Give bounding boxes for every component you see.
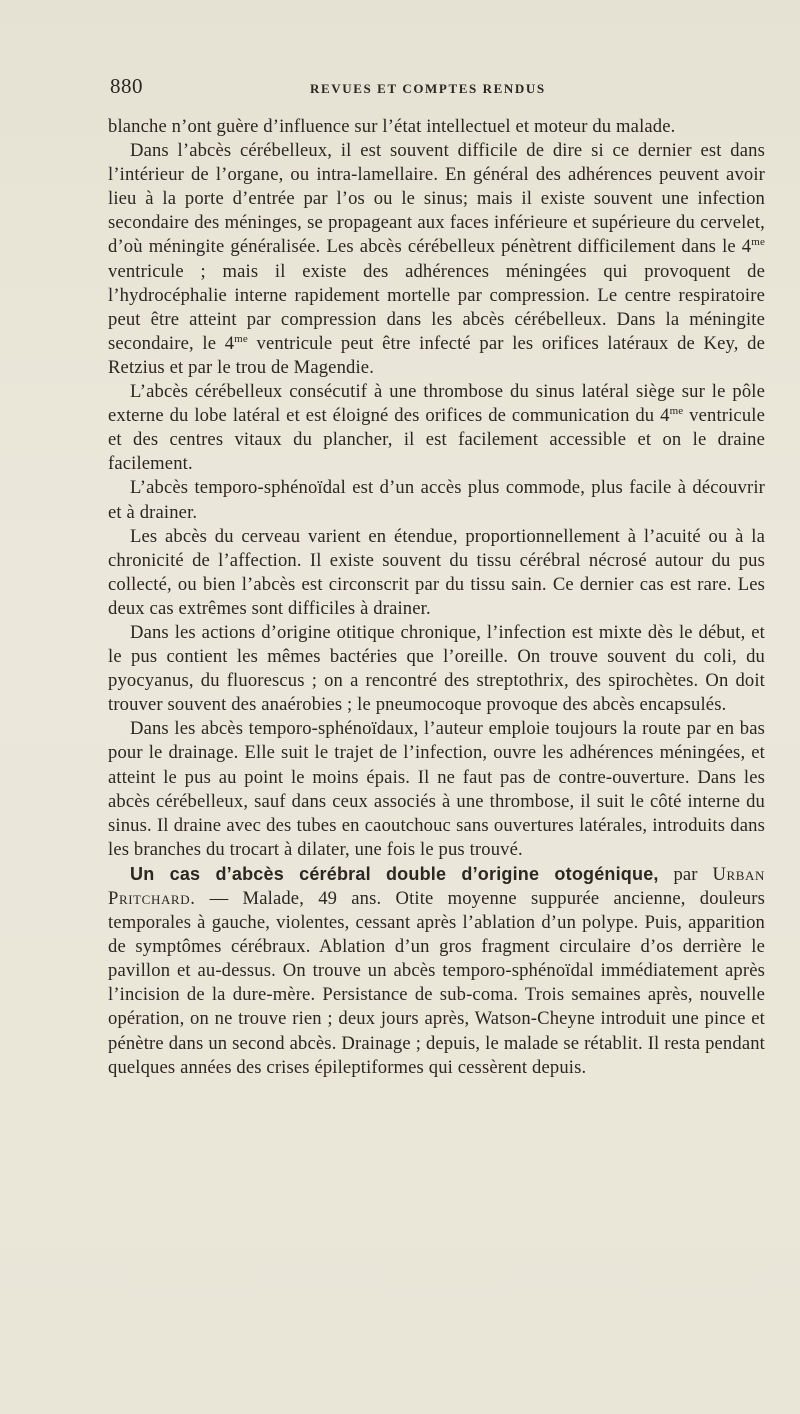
case-report-author: Urban Pritchard.	[108, 863, 765, 909]
case-report-text: — Malade, 49 ans. Otite moyenne suppurée ancienne, douleurs temporales à gauche, violentes, cessant après l’ablation d’un polype. Puis, apparition de symptômes cérébraux. Ablation d’un gros fragment circulaire d’os derrière le pavillon et au-dessus. On trouve un abcès temporo-sphénoïdal immédiatement après l’incision de la dure-mère. Persistance de sub-coma. Trois semaines après, nouvelle opération, on ne trouve rien ; deux jours après, Watson-Cheyne introduit une pince et pénètre dans un second abcès. Drainage ; depuis, le malade se rétablit. Il resta pendant quelques années des crises épileptiformes qui cessèrent depuis.	[108, 888, 765, 1078]
superscript-me: me	[751, 236, 765, 249]
paragraph-3	[108, 380, 765, 476]
case-report-par: par	[658, 863, 713, 885]
body-text	[108, 115, 765, 1080]
paragraph-2-text-b: ventricule ; mais il existe des adhérences méningées qui provoquent de l’hydrocéphalie interne rapidement mortelle par compression. Le centre respiratoire peut être atteint par compression dans les abcès cérébelleux. Dans la méningite secondaire, le 4	[108, 260, 765, 354]
paragraph-2-text-c: ventricule peut être infecté par les orifices latéraux de Key, de Retzius et par le trou de Magendie.	[108, 332, 766, 378]
page-header	[110, 74, 760, 104]
paragraph-7: Dans les abcès temporo-sphénoïdaux, l’auteur emploie toujours la route par en bas pour le drainage. Elle suit le trajet de l’infection, ouvre les adhérences méningées, et atteint le pus au point le moins épais. Il ne faut pas de contre-ouverture. Dans les abcès cérébelleux, sauf dans ceux associés à une thrombose, il suit le côté interne du sinus. Il draine avec des tubes en caoutchouc sans ouvertures latérales, introduits dans les branches du trocart à dilater, une fois le pus trouvé.	[108, 718, 765, 860]
paragraph-4: L’abcès temporo-sphénoïdal est d’un accès plus commode, plus facile à découvrir et à drainer.	[108, 477, 765, 523]
superscript-me: me	[669, 404, 684, 417]
paragraph-2	[108, 139, 765, 380]
paragraph-5: Les abcès du cerveau varient en étendue, proportionnellement à l’acuité ou à la chronicité de l’affection. Il existe souvent du tissu cérébral nécrosé autour du pus collecté, ou bien l’abcès est circonscrit par du tissu sain. Ce dernier cas est rare. Les deux cas extrêmes sont difficiles à drainer.	[108, 525, 765, 619]
case-report-title: Un cas d’abcès cérébral double d’origine otogénique,	[130, 863, 659, 884]
superscript-me: me	[234, 332, 248, 345]
paragraph-3-text-b: ventricule et des centres vitaux du plancher, il est facilement accessible et on le draine facilement.	[108, 405, 766, 475]
paragraph-3-text-a: L’abcès cérébelleux consécutif à une thrombose du sinus latéral siège sur le pôle externe du lobe latéral et est éloigné des orifices de communication du 4	[108, 381, 765, 427]
page-number: 880	[110, 74, 143, 98]
paragraph-6: Dans les actions d’origine otitique chronique, l’infection est mixte dès le début, et le pus contient les mêmes bactéries que l’oreille. On trouve souvent du coli, du pyocyanus, du fluorescus ; on a rencontré des streptothrix, des spirochètes. On doit trouver souvent des anaérobies ; le pneumocoque provoque des abcès encapsulés.	[108, 621, 765, 716]
running-title: REVUES ET COMPTES RENDUS	[310, 81, 546, 96]
paragraph-1: blanche n’ont guère d’influence sur l’état intellectuel et moteur du malade.	[108, 116, 676, 137]
paragraph-8	[108, 862, 765, 1080]
paragraph-2-text-a: Dans l’abcès cérébelleux, il est souvent difficile de dire si ce dernier est dans l’intérieur de l’organe, ou intra-lamellaire. En général des adhérences peuvent avoir lieu à la porte d’entrée par l’os ou le sinus; mais il existe souvent une infection secondaire des méninges, se propageant aux faces inférieure et supérieure du cervelet, d’où méningite généralisée. Les abcès cérébelleux pénètrent difficilement dans le 4	[108, 140, 765, 258]
